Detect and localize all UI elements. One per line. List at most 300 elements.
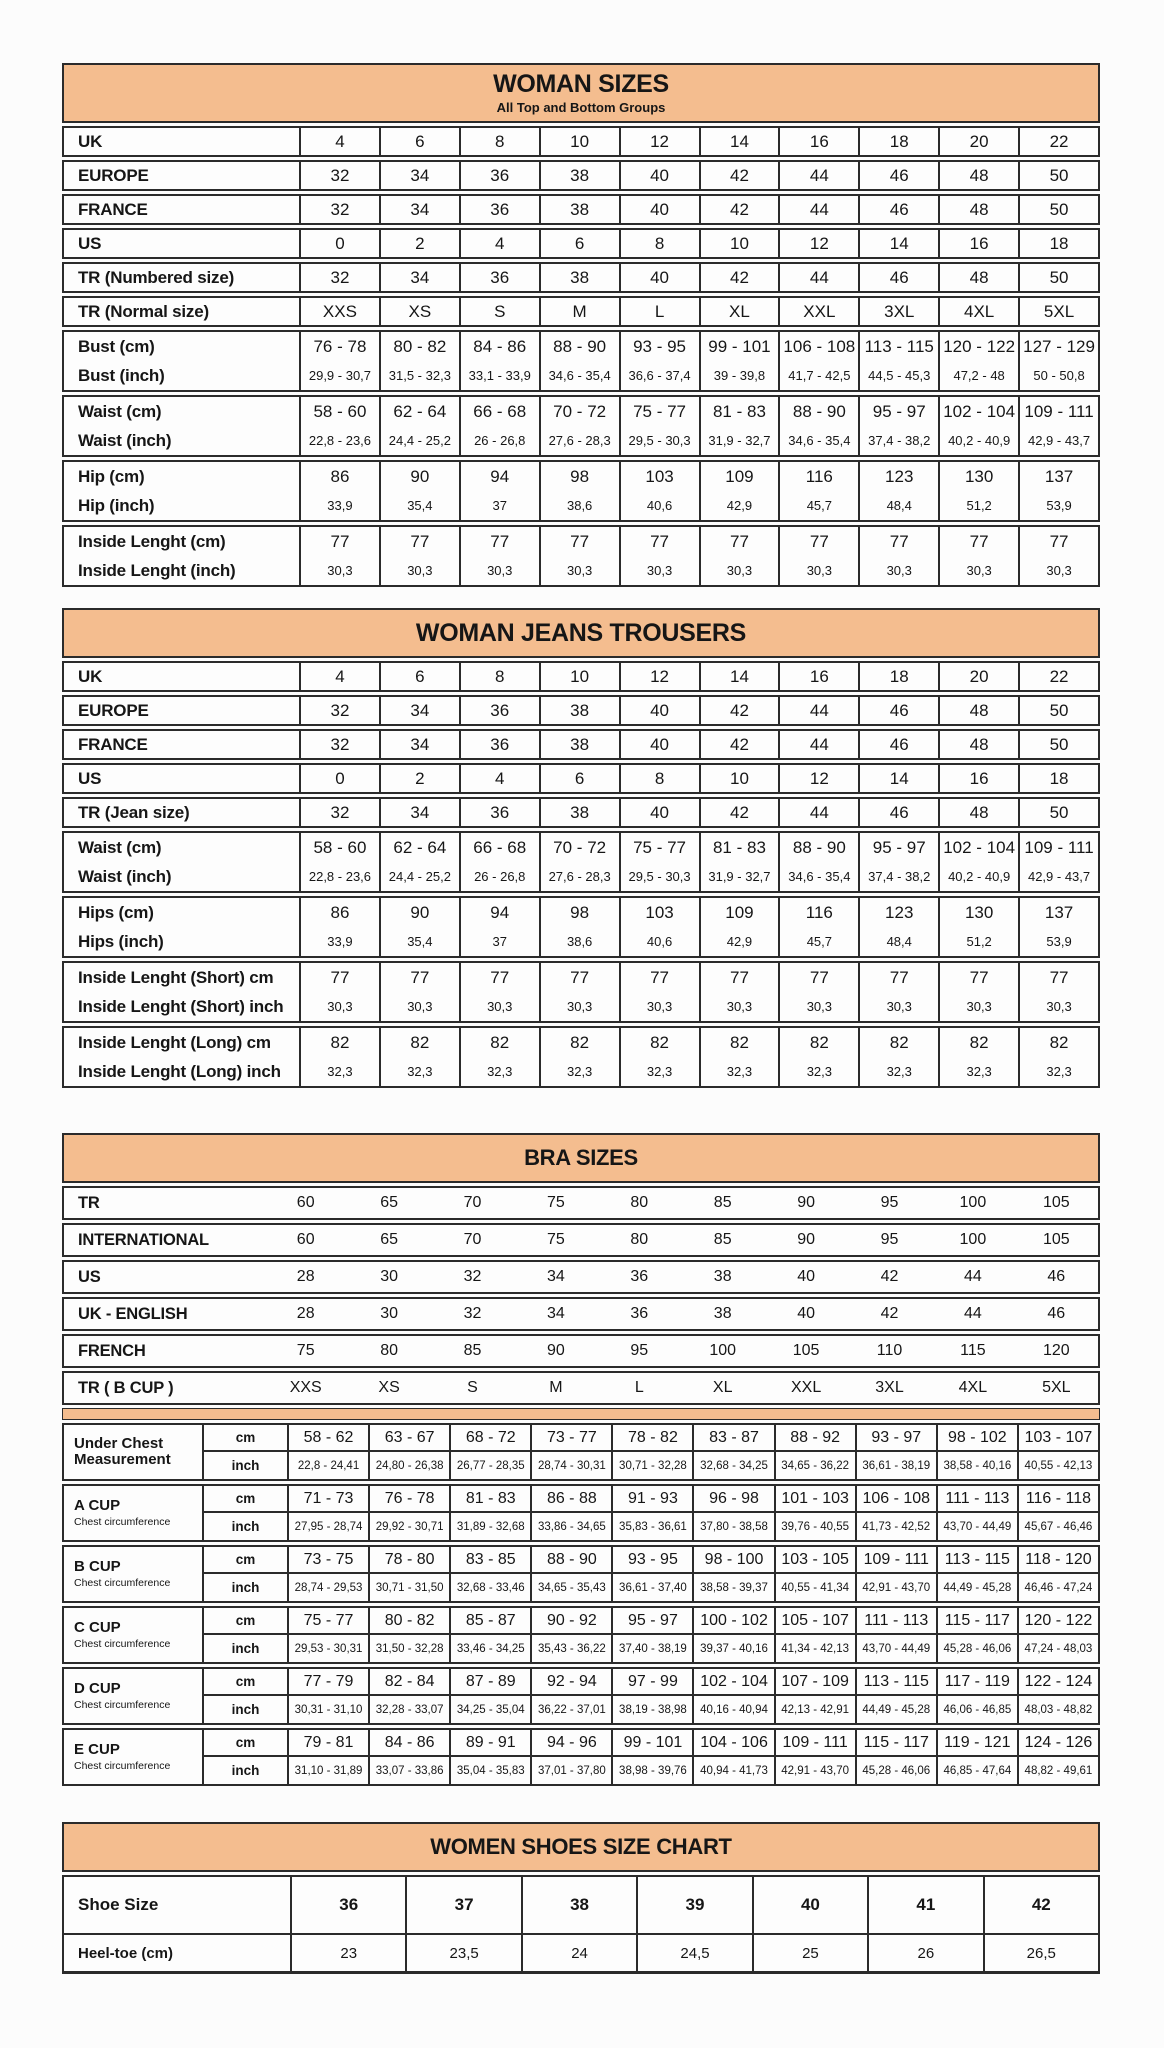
size-value-pair — [858, 898, 938, 956]
size-value: 30 — [380, 1305, 398, 1322]
size-value-pair — [299, 963, 379, 1021]
table-row-group — [62, 961, 1100, 1023]
size-value-pair — [938, 332, 1018, 390]
inch-value: 28,74 - 29,53 — [287, 1574, 368, 1601]
size-value: 40 — [619, 799, 699, 826]
size-value-pair — [539, 462, 619, 520]
inch-value: 30,3 — [327, 563, 353, 578]
size-value-pair — [858, 397, 938, 455]
row-label-cm: Hips (cm) — [78, 902, 154, 922]
size-value: 38 — [521, 1877, 636, 1935]
cm-value: 123 — [885, 466, 914, 486]
inch-value: 42,9 — [726, 934, 753, 949]
size-value: 26,5 — [983, 1935, 1098, 1971]
row-label: UK — [78, 131, 103, 151]
size-value: 44 — [778, 162, 858, 189]
cm-value: 77 — [570, 531, 590, 551]
size-value: 16 — [778, 663, 858, 690]
cup-label: D CUP — [74, 1679, 121, 1697]
cm-value: 109 - 111 — [1024, 837, 1094, 857]
inch-value: 40,94 - 41,73 — [692, 1757, 773, 1784]
table-row — [62, 1186, 1100, 1220]
inch-value: 39,76 - 40,55 — [774, 1513, 855, 1540]
size-value: 95 — [880, 1231, 899, 1248]
size-value: 65 — [380, 1194, 398, 1211]
size-value: 14 — [699, 663, 779, 690]
size-value-pair — [858, 332, 938, 390]
row-label: FRANCE — [78, 734, 148, 754]
inch-value: 40,16 - 40,94 — [692, 1696, 773, 1723]
size-value: 60 — [296, 1231, 315, 1248]
cm-value: 113 - 115 — [864, 336, 934, 356]
cm-value: 111 - 113 — [936, 1486, 1017, 1513]
inch-value: 42,13 - 42,91 — [774, 1696, 855, 1723]
size-value: 38 — [539, 162, 619, 189]
row-label — [64, 1669, 202, 1723]
inch-value: 34,6 - 35,4 — [788, 869, 851, 884]
size-value: 70 — [463, 1231, 482, 1248]
size-value: S — [467, 1379, 478, 1396]
size-value: 32 — [463, 1268, 482, 1285]
size-value: 6 — [539, 230, 619, 257]
size-value-pair — [379, 397, 459, 455]
size-value: 50 — [1018, 196, 1098, 223]
size-value: 26 — [867, 1935, 982, 1971]
size-value: 46 — [858, 162, 938, 189]
row-label — [64, 1028, 299, 1086]
cm-value: 99 - 101 — [611, 1730, 692, 1757]
size-value: 34 — [379, 162, 459, 189]
inch-value: 37 — [492, 498, 507, 513]
size-value: XL — [712, 1379, 733, 1396]
size-value: 44 — [963, 1268, 982, 1285]
cm-value: 122 - 124 — [1017, 1669, 1098, 1696]
size-value: 32 — [299, 731, 379, 758]
cm-value: 77 — [889, 967, 909, 987]
size-value-pair — [858, 462, 938, 520]
cup-label: A CUP — [74, 1496, 121, 1514]
inch-value: 51,2 — [966, 934, 992, 949]
cm-value: 103 - 105 — [774, 1547, 855, 1574]
size-value: 36 — [459, 264, 539, 291]
size-value-pair — [619, 462, 699, 520]
cm-value: 77 — [330, 967, 350, 987]
size-value: 42 — [699, 697, 779, 724]
cup-sublabel: Chest circumference — [74, 1577, 171, 1590]
cm-value: 130 — [964, 466, 994, 486]
cm-value: 82 — [330, 1032, 350, 1052]
cm-value: 84 - 86 — [368, 1730, 449, 1757]
cm-value: 81 - 83 — [449, 1486, 530, 1513]
cm-value: 66 - 68 — [473, 401, 527, 421]
table-row-group — [62, 330, 1100, 392]
inch-value: 30,3 — [726, 563, 753, 578]
size-value-pair — [1018, 898, 1098, 956]
cup-row-group — [62, 1484, 1100, 1542]
cm-value: 81 - 83 — [712, 837, 766, 857]
inch-value: 45,67 - 46,46 — [1017, 1513, 1098, 1540]
unit-label-cm: cm — [202, 1547, 287, 1574]
cm-value: 111 - 113 — [855, 1608, 936, 1635]
cup-label: B CUP — [74, 1557, 121, 1575]
table-row — [62, 695, 1100, 726]
table-row-group — [62, 896, 1100, 958]
inch-value: 22,8 - 23,6 — [308, 869, 372, 884]
cm-value: 88 - 90 — [792, 401, 846, 421]
inch-value: 37,4 - 38,2 — [868, 869, 931, 884]
size-value-pair — [539, 397, 619, 455]
cm-value: 120 - 122 — [943, 336, 1016, 356]
inch-value: 37 — [492, 934, 507, 949]
cm-value: 71 - 73 — [287, 1486, 368, 1513]
size-value: 105 — [1042, 1194, 1070, 1211]
size-value: 10 — [539, 128, 619, 155]
size-value: 12 — [778, 230, 858, 257]
size-value: 100 — [709, 1342, 737, 1359]
cm-value: 66 - 68 — [473, 837, 527, 857]
size-value: 5XL — [1042, 1379, 1071, 1396]
size-value: 85 — [463, 1342, 482, 1359]
inch-value: 34,65 - 36,22 — [774, 1452, 855, 1479]
size-value: 42 — [699, 264, 779, 291]
cm-value: 93 - 95 — [633, 336, 687, 356]
inch-value: 38,98 - 39,76 — [611, 1757, 692, 1784]
woman-sizes-header — [62, 63, 1100, 123]
inch-value: 50 - 50,8 — [1033, 368, 1085, 383]
unit-label-cm: cm — [202, 1730, 287, 1757]
cm-value: 80 - 82 — [393, 336, 447, 356]
cm-value: 116 — [805, 466, 833, 486]
inch-value: 31,10 - 31,89 — [287, 1757, 368, 1784]
size-value: 36 — [630, 1305, 649, 1322]
inch-value: 30,3 — [407, 999, 433, 1014]
table-row — [62, 1223, 1100, 1257]
size-value: 22 — [1018, 663, 1098, 690]
cm-value: 90 — [410, 902, 430, 922]
row-label-cm: Inside Lenght (Short) cm — [78, 967, 274, 987]
cm-value: 77 — [490, 531, 510, 551]
size-value: 4 — [299, 128, 379, 155]
cm-value: 86 - 88 — [530, 1486, 611, 1513]
size-value: 3XL — [858, 298, 938, 325]
size-value: 28 — [296, 1268, 315, 1285]
cm-value: 70 - 72 — [553, 401, 607, 421]
inch-value: 37,4 - 38,2 — [868, 433, 931, 448]
inch-value: 24,80 - 26,38 — [368, 1452, 449, 1479]
inch-value: 39 - 39,8 — [713, 368, 766, 383]
size-value: 8 — [619, 765, 699, 792]
size-value-pair — [699, 963, 779, 1021]
size-value-pair — [539, 527, 619, 585]
cup-sublabel: Chest circumference — [74, 1516, 171, 1529]
cm-value: 82 — [809, 1032, 829, 1052]
inch-value: 32,3 — [726, 1064, 753, 1079]
row-label-inch: Bust (inch) — [78, 365, 165, 385]
size-value-pair — [459, 332, 539, 390]
size-value-pair — [938, 833, 1018, 891]
cm-value: 103 — [645, 466, 674, 486]
size-value-pair — [459, 527, 539, 585]
size-value: 60 — [296, 1194, 315, 1211]
size-value: 28 — [296, 1305, 315, 1322]
size-value: 34 — [379, 697, 459, 724]
cm-value: 88 - 90 — [553, 336, 607, 356]
inch-value: 32,3 — [806, 1064, 832, 1079]
woman-sizes-rows — [62, 126, 1100, 587]
size-value: 110 — [876, 1342, 903, 1359]
size-value-pair — [619, 332, 699, 390]
bra-cup-rows — [62, 1423, 1100, 1786]
cm-value: 101 - 103 — [774, 1486, 855, 1513]
inch-value: 30,3 — [806, 563, 832, 578]
row-label: US — [78, 768, 102, 788]
size-value: 4 — [459, 230, 539, 257]
row-label: UK — [78, 666, 103, 686]
inch-value: 30,3 — [487, 563, 513, 578]
size-value-pair — [938, 397, 1018, 455]
size-value: 32 — [299, 162, 379, 189]
size-value: 4XL — [958, 1379, 988, 1396]
inch-value: 32,3 — [646, 1064, 673, 1079]
size-value: 16 — [938, 230, 1018, 257]
cm-value: 77 — [729, 967, 749, 987]
row-label — [64, 1730, 202, 1784]
inch-value: 32,68 - 34,25 — [692, 1452, 773, 1479]
inch-value: 48,4 — [886, 498, 912, 513]
size-value: 40 — [619, 731, 699, 758]
jeans-trousers-rows — [62, 661, 1100, 1088]
row-label-inch: Inside Lenght (inch) — [78, 560, 236, 580]
inch-value: 32,28 - 33,07 — [368, 1696, 449, 1723]
size-value-pair — [299, 898, 379, 956]
inch-value: 40,6 — [646, 498, 673, 513]
inch-value: 38,6 — [566, 934, 593, 949]
size-value-pair — [699, 1028, 779, 1086]
size-value: 10 — [539, 663, 619, 690]
size-value-pair — [539, 963, 619, 1021]
size-value-pair — [778, 397, 858, 455]
inch-value: 40,55 - 41,34 — [774, 1574, 855, 1601]
size-value-pair — [459, 462, 539, 520]
cm-value: 119 - 121 — [936, 1730, 1017, 1757]
cm-value: 96 - 98 — [692, 1486, 773, 1513]
size-value-pair — [379, 833, 459, 891]
inch-value: 44,49 - 45,28 — [936, 1574, 1017, 1601]
cm-value: 82 — [1049, 1032, 1069, 1052]
cup-sublabel: Chest circumference — [74, 1699, 171, 1712]
inch-value: 30,3 — [966, 563, 992, 578]
size-value: 105 — [1042, 1231, 1070, 1248]
table-title: WOMAN JEANS TROUSERS — [415, 618, 747, 647]
cm-value: 106 - 108 — [855, 1486, 936, 1513]
size-value: 36 — [459, 799, 539, 826]
cm-value: 77 — [330, 531, 350, 551]
size-value: 40 — [619, 196, 699, 223]
inch-value: 30,3 — [886, 999, 912, 1014]
cm-value: 62 - 64 — [393, 837, 447, 857]
size-value-pair — [1018, 397, 1098, 455]
cup-label: Under Chest Measurement — [74, 1434, 171, 1468]
row-label-cm: Waist (cm) — [78, 401, 162, 421]
size-value: 46 — [1047, 1305, 1066, 1322]
shoes-header — [62, 1822, 1100, 1872]
cup-row-group — [62, 1423, 1100, 1481]
table-row — [62, 763, 1100, 794]
cm-value: 77 — [650, 967, 669, 987]
inch-value: 53,9 — [1046, 934, 1072, 949]
size-value: XXL — [790, 1379, 822, 1396]
cm-value: 113 - 115 — [855, 1669, 936, 1696]
size-value: 32 — [299, 799, 379, 826]
size-value: 42 — [699, 162, 779, 189]
cm-value: 77 — [410, 967, 430, 987]
size-value: 46 — [858, 196, 938, 223]
cm-value: 70 - 72 — [553, 837, 607, 857]
size-value: 6 — [379, 128, 459, 155]
cm-value: 79 - 81 — [287, 1730, 368, 1757]
row-label: UK - ENGLISH — [78, 1304, 188, 1323]
unit-label-inch: inch — [202, 1757, 287, 1784]
cm-value: 78 - 80 — [368, 1547, 449, 1574]
size-value: 48 — [938, 264, 1018, 291]
inch-value: 30,3 — [566, 563, 593, 578]
inch-value: 31,5 - 32,3 — [388, 368, 451, 383]
cm-value: 75 - 77 — [287, 1608, 368, 1635]
cm-value: 102 - 104 — [943, 837, 1016, 857]
size-value: 65 — [380, 1231, 398, 1248]
row-label — [64, 527, 299, 585]
size-value: 12 — [619, 663, 699, 690]
inch-value: 44,5 - 45,3 — [868, 368, 931, 383]
cm-value: 97 - 99 — [611, 1669, 692, 1696]
inch-value: 27,95 - 28,74 — [287, 1513, 368, 1540]
size-value: M — [549, 1379, 563, 1396]
inch-value: 33,1 - 33,9 — [468, 368, 531, 383]
inch-value: 45,7 — [806, 934, 832, 949]
row-label-inch: Hip (inch) — [78, 495, 155, 515]
inch-value: 51,2 — [966, 498, 992, 513]
size-value: 42 — [699, 799, 779, 826]
size-value: 105 — [792, 1342, 820, 1359]
row-label: INTERNATIONAL — [78, 1230, 209, 1249]
size-value-pair — [938, 462, 1018, 520]
size-value: 44 — [963, 1305, 982, 1322]
cup-sublabel: Chest circumference — [74, 1638, 171, 1651]
inch-value: 40,55 - 42,13 — [1017, 1452, 1098, 1479]
size-value: 10 — [699, 230, 779, 257]
size-value: 85 — [713, 1231, 732, 1248]
size-value: 50 — [1018, 697, 1098, 724]
size-value-pair — [379, 527, 459, 585]
size-value: 42 — [983, 1877, 1098, 1935]
cm-value: 75 - 77 — [633, 837, 687, 857]
cm-value: 105 - 107 — [774, 1608, 855, 1635]
size-value: 10 — [699, 765, 779, 792]
size-value-pair — [619, 963, 699, 1021]
size-value: 40 — [619, 697, 699, 724]
inch-value: 42,9 - 43,7 — [1027, 433, 1091, 448]
cm-value: 73 - 77 — [530, 1425, 611, 1452]
cm-value: 109 - 111 — [855, 1547, 936, 1574]
inch-value: 33,46 - 34,25 — [449, 1635, 530, 1662]
size-value: 4XL — [938, 298, 1018, 325]
size-value-pair — [299, 1028, 379, 1086]
size-value-pair — [778, 462, 858, 520]
row-label — [64, 833, 299, 891]
inch-value: 30,3 — [726, 999, 753, 1014]
shoes-rows — [62, 1875, 1100, 1974]
cm-value: 118 - 120 — [1017, 1547, 1098, 1574]
table-title: BRA SIZES — [524, 1145, 638, 1171]
cm-value: 94 - 96 — [530, 1730, 611, 1757]
inch-value: 41,7 - 42,5 — [788, 368, 851, 383]
inch-value: 40,2 - 40,9 — [948, 869, 1011, 884]
inch-value: 32,3 — [886, 1064, 912, 1079]
accent-divider-band — [62, 1408, 1100, 1420]
cm-value: 103 — [645, 902, 674, 922]
size-value: 39 — [636, 1877, 751, 1935]
cm-value: 90 — [410, 466, 430, 486]
size-value-pair — [459, 1028, 539, 1086]
inch-value: 30,71 - 32,28 — [611, 1452, 692, 1479]
row-label-inch: Hips (inch) — [78, 931, 164, 951]
size-value: 12 — [619, 128, 699, 155]
table-row — [62, 262, 1100, 293]
inch-value: 35,04 - 35,83 — [449, 1757, 530, 1784]
row-label-inch: Inside Lenght (Long) inch — [78, 1061, 281, 1081]
inch-value: 38,19 - 38,98 — [611, 1696, 692, 1723]
size-value: 100 — [959, 1231, 987, 1248]
size-value: 3XL — [875, 1379, 904, 1396]
inch-value: 34,65 - 35,43 — [530, 1574, 611, 1601]
row-label: TR — [78, 1193, 100, 1212]
size-value-pair — [299, 397, 379, 455]
inch-value: 39,37 - 40,16 — [692, 1635, 773, 1662]
size-value-pair — [539, 833, 619, 891]
cm-value: 95 - 97 — [611, 1608, 692, 1635]
row-label: FRANCE — [78, 199, 148, 219]
inch-value: 48,82 - 49,61 — [1017, 1757, 1098, 1784]
size-value: 50 — [1018, 162, 1098, 189]
size-value-pair — [858, 1028, 938, 1086]
inch-value: 47,24 - 48,03 — [1017, 1635, 1098, 1662]
size-value: 18 — [1018, 230, 1098, 257]
inch-value: 38,58 - 39,37 — [692, 1574, 773, 1601]
row-label — [64, 1425, 202, 1479]
inch-value: 37,40 - 38,19 — [611, 1635, 692, 1662]
row-label: US — [78, 233, 102, 253]
inch-value: 29,5 - 30,3 — [628, 869, 691, 884]
table-row — [62, 797, 1100, 828]
inch-value: 37,01 - 37,80 — [530, 1757, 611, 1784]
size-value: 36 — [459, 697, 539, 724]
size-value: 20 — [938, 663, 1018, 690]
cm-value: 124 - 126 — [1017, 1730, 1098, 1757]
size-value: 90 — [797, 1194, 815, 1211]
cm-value: 82 — [570, 1032, 590, 1052]
size-value: 18 — [1018, 765, 1098, 792]
inch-value: 48,03 - 48,82 — [1017, 1696, 1098, 1723]
size-value: S — [459, 298, 539, 325]
size-value: 2 — [379, 230, 459, 257]
size-value: 34 — [546, 1305, 565, 1322]
size-value: 36 — [459, 731, 539, 758]
cm-value: 109 - 111 — [774, 1730, 855, 1757]
cm-value: 90 - 92 — [530, 1608, 611, 1635]
size-value: 25 — [752, 1935, 867, 1971]
size-value-pair — [699, 462, 779, 520]
cm-value: 113 - 115 — [936, 1547, 1017, 1574]
